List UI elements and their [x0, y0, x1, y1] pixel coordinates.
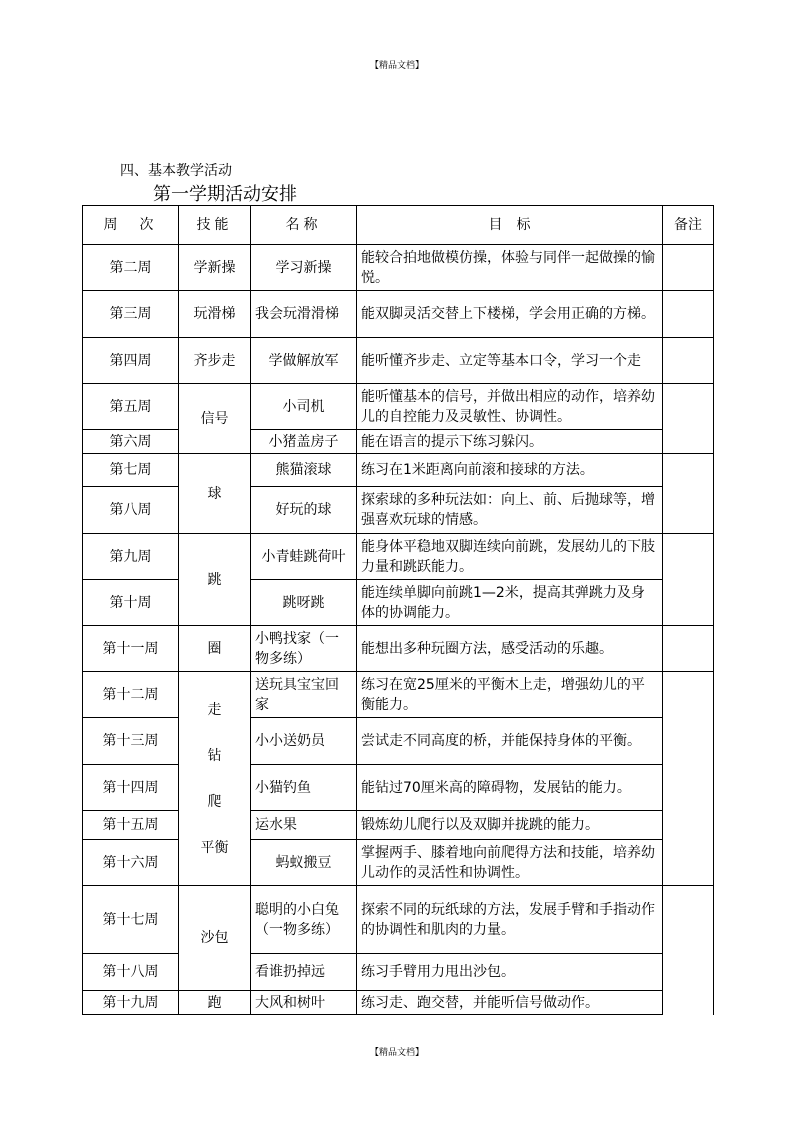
page-header: 【精品文档】 — [369, 61, 424, 71]
activity-name-cell: 学做解放军 — [251, 338, 357, 384]
goal-cell: 能身体平稳地双脚连续向前跳，发展幼儿的下肢力量和跳跃能力。 — [357, 534, 663, 580]
table-row — [83, 991, 714, 1015]
week-cell: 第三周 — [83, 291, 179, 338]
table-row — [83, 840, 714, 886]
goal-cell: 练习在1米距离向前滚和接球的方法。 — [357, 454, 663, 487]
table-header-row — [83, 206, 714, 245]
notes-cell — [663, 245, 714, 291]
notes-cell — [663, 534, 714, 626]
notes-cell — [663, 886, 714, 1015]
skill-cell: 沙包 — [179, 886, 251, 991]
col-goal-header: 目 标 — [357, 206, 663, 245]
week-cell: 第十八周 — [83, 954, 179, 991]
table-row — [83, 454, 714, 487]
skill-cell: 跑 — [179, 991, 251, 1015]
activity-name-cell: 好玩的球 — [251, 487, 357, 534]
notes-cell — [663, 454, 714, 534]
activity-name-cell: 运水果 — [251, 811, 357, 840]
skill-cell: 学新操 — [179, 245, 251, 291]
activity-name-cell: 我会玩滑滑梯 — [251, 291, 357, 338]
skill-stack-cell — [179, 672, 251, 886]
goal-cell: 能钻过70厘米高的障碍物，发展钻的能力。 — [357, 765, 663, 811]
week-cell: 第十七周 — [83, 886, 179, 954]
skill-crawl-through: 钻 — [207, 747, 222, 764]
skill-cell: 信号 — [179, 384, 251, 454]
table-row — [83, 430, 714, 454]
activity-name-cell: 小小送奶员 — [251, 718, 357, 765]
goal-cell: 练习走、跑交替，并能听信号做动作。 — [357, 991, 663, 1015]
activity-name-cell: 熊猫滚球 — [251, 454, 357, 487]
activity-table — [82, 205, 714, 1015]
goal-cell: 能在语言的提示下练习躲闪。 — [357, 430, 663, 454]
activity-name-cell: 看谁扔掉远 — [251, 954, 357, 991]
activity-name-cell: 学习新操 — [251, 245, 357, 291]
week-cell: 第十三周 — [83, 718, 179, 765]
notes-cell — [663, 291, 714, 338]
goal-cell: 能听懂齐步走、立定等基本口令，学习一个走 — [357, 338, 663, 384]
goal-cell: 锻炼幼儿爬行以及双脚并拢跳的能力。 — [357, 811, 663, 840]
week-cell: 第八周 — [83, 487, 179, 534]
goal-cell: 能较合拍地做模仿操，体验与同伴一起做操的愉悦。 — [357, 245, 663, 291]
skill-cell: 圈 — [179, 626, 251, 672]
activity-name-cell: 小鸭找家（一物多练） — [251, 626, 357, 672]
skill-crawl: 爬 — [207, 793, 222, 810]
goal-cell: 探索球的多种玩法如：向上、前、后抛球等，增强喜欢玩球的情感。 — [357, 487, 663, 534]
table-row — [83, 886, 714, 954]
notes-cell — [663, 626, 714, 672]
goal-cell: 能连续单脚向前跳1—2米，提高其弹跳力及身体的协调能力。 — [357, 580, 663, 626]
skill-balance: 平衡 — [200, 839, 229, 856]
activity-name-cell: 大风和树叶 — [251, 991, 357, 1015]
table-row — [83, 718, 714, 765]
table-row — [83, 765, 714, 811]
activity-name-cell: 小青蛙跳荷叶 — [251, 534, 357, 580]
goal-cell: 探索不同的玩纸球的方法，发展手臂和手指动作的协调性和肌肉的力量。 — [357, 886, 663, 954]
skill-cell: 球 — [179, 454, 251, 534]
col-notes-header: 备注 — [663, 206, 714, 245]
activity-name-cell: 送玩具宝宝回家 — [251, 672, 357, 718]
goal-cell: 能想出多种玩圈方法，感受活动的乐趣。 — [357, 626, 663, 672]
table-row — [83, 672, 714, 718]
table-row — [83, 291, 714, 338]
week-cell: 第十四周 — [83, 765, 179, 811]
week-cell: 第十二周 — [83, 672, 179, 718]
table-row — [83, 811, 714, 840]
activity-name-cell: 跳呀跳 — [251, 580, 357, 626]
goal-cell: 能听懂基本的信号，并做出相应的动作，培养幼儿的自控能力及灵敏性、协调性。 — [357, 384, 663, 430]
goal-cell: 掌握两手、膝着地向前爬得方法和技能，培养幼儿动作的灵活性和协调性。 — [357, 840, 663, 886]
week-cell: 第二周 — [83, 245, 179, 291]
week-cell: 第九周 — [83, 534, 179, 580]
col-skill-header: 技能 — [179, 206, 251, 245]
table-row — [83, 338, 714, 384]
activity-name-cell: 蚂蚁搬豆 — [251, 840, 357, 886]
plan-title: 第一学期活动安排 — [153, 184, 297, 205]
col-name-header: 名称 — [251, 206, 357, 245]
table-row — [83, 954, 714, 991]
week-cell: 第十周 — [83, 580, 179, 626]
table-row — [83, 580, 714, 626]
table-row — [83, 487, 714, 534]
activity-name-cell: 小猪盖房子 — [251, 430, 357, 454]
table-row — [83, 626, 714, 672]
table-row — [83, 245, 714, 291]
notes-cell — [663, 384, 714, 454]
goal-cell: 尝试走不同高度的桥，并能保持身体的平衡。 — [357, 718, 663, 765]
week-cell: 第四周 — [83, 338, 179, 384]
goal-cell: 练习手臂用力甩出沙包。 — [357, 954, 663, 991]
week-cell: 第十九周 — [83, 991, 179, 1015]
col-week-header: 周 次 — [83, 206, 179, 245]
week-cell: 第七周 — [83, 454, 179, 487]
section-heading: 四、基本教学活动 — [120, 163, 232, 179]
skill-cell: 齐步走 — [179, 338, 251, 384]
week-cell: 第十五周 — [83, 811, 179, 840]
skill-walk: 走 — [207, 701, 222, 718]
activity-name-cell: 小猫钓鱼 — [251, 765, 357, 811]
notes-cell — [663, 672, 714, 886]
skill-cell: 跳 — [179, 534, 251, 626]
goal-cell: 练习在宽25厘米的平衡木上走，增强幼儿的平衡能力。 — [357, 672, 663, 718]
goal-cell: 能双脚灵活交替上下楼梯，学会用正确的方梯。 — [357, 291, 663, 338]
week-cell: 第十一周 — [83, 626, 179, 672]
table-row — [83, 534, 714, 580]
week-cell: 第六周 — [83, 430, 179, 454]
week-cell: 第十六周 — [83, 840, 179, 886]
week-cell: 第五周 — [83, 384, 179, 430]
table-row — [83, 384, 714, 430]
skill-cell: 玩滑梯 — [179, 291, 251, 338]
activity-name-cell: 小司机 — [251, 384, 357, 430]
notes-cell — [663, 338, 714, 384]
page-footer: 【精品文档】 — [369, 1048, 424, 1058]
activity-name-cell: 聪明的小白兔（一物多练） — [251, 886, 357, 954]
